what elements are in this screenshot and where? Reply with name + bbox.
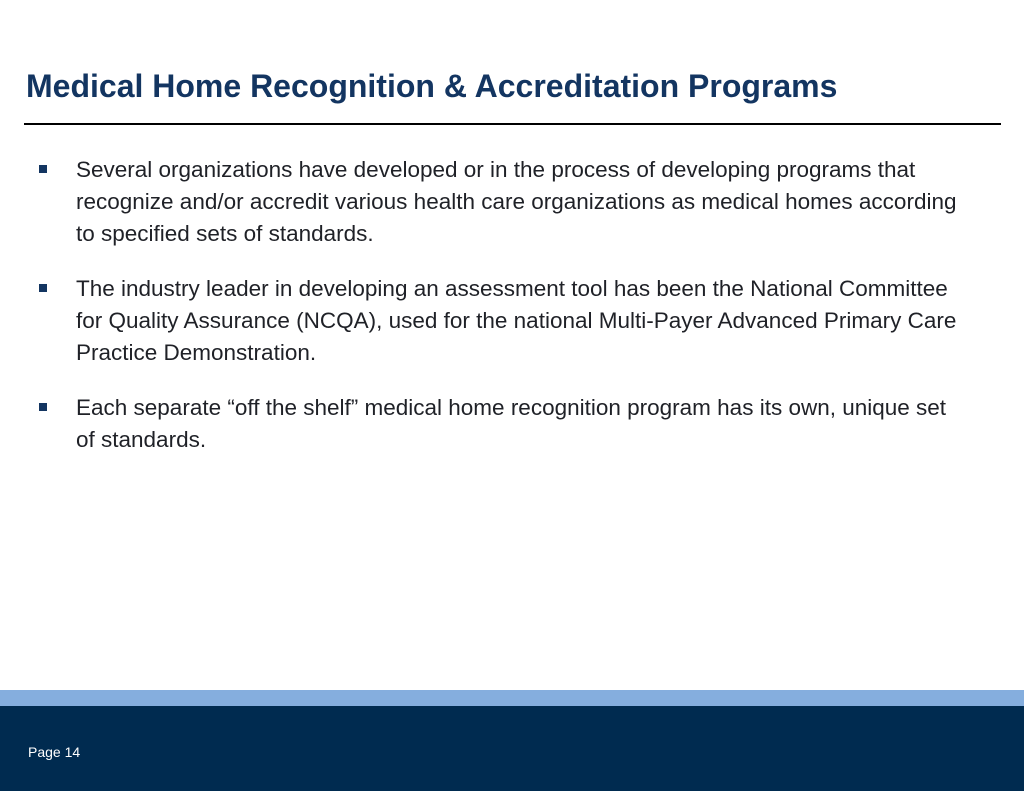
bullet-item (36, 273, 966, 369)
bullet-item (36, 154, 966, 250)
page-number: Page 14 (28, 744, 81, 760)
title-divider (24, 123, 1001, 125)
square-bullet-icon (39, 165, 47, 173)
slide-title: Medical Home Recognition & Accreditation Programs (26, 68, 838, 104)
bullet-text: The industry leader in developing an assessment tool has been the National Committee for Quality Assurance (NCQA), used for the national Multi-Payer Advanced Primary Care Practice Demonstration. (76, 276, 957, 365)
bullet-text: Each separate “off the shelf” medical home recognition program has its own, unique set of standards. (76, 395, 947, 452)
bullet-list (36, 154, 966, 479)
bullet-item (36, 392, 966, 456)
square-bullet-icon (39, 403, 47, 411)
square-bullet-icon (39, 284, 47, 292)
footer-accent-stripe (0, 690, 1024, 706)
footer-band (0, 706, 1024, 791)
bullet-text: Several organizations have developed or in the process of developing programs that recognize and/or accredit various health care organizations as medical homes according to specified sets of standards. (76, 157, 957, 246)
